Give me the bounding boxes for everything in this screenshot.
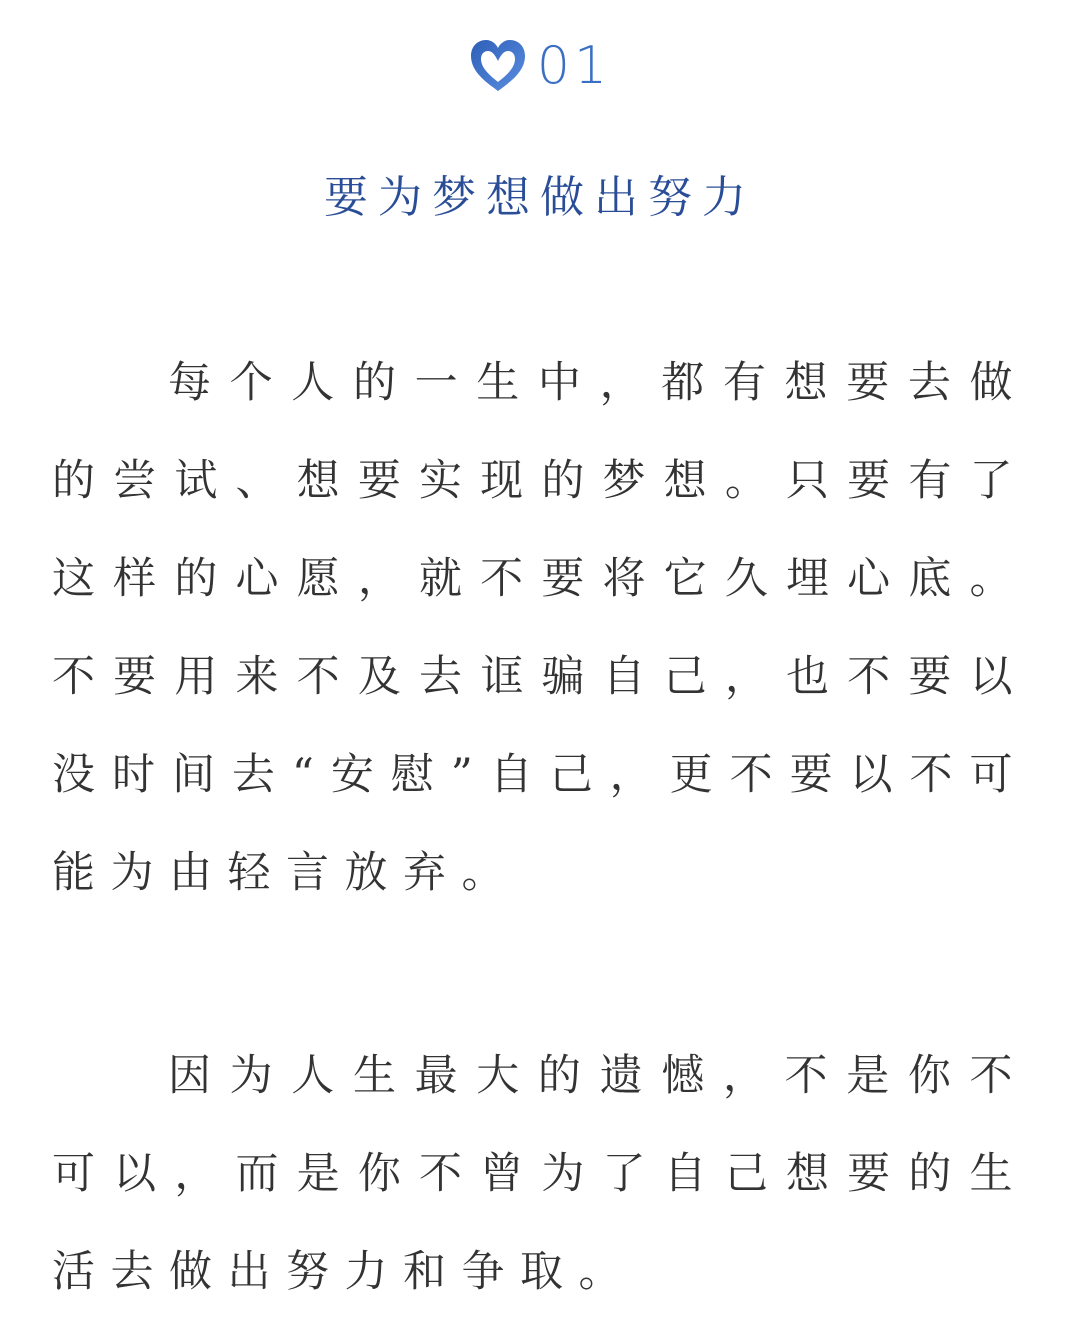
- body-paragraph-2: 因为人生最大的遗憾，不是你不可以，而是你不曾为了自己想要的生活去做出努力和争取。: [52, 1051, 1028, 1297]
- heart-icon: [469, 39, 527, 93]
- section-number: 01: [536, 36, 612, 96]
- section-marker: [0, 36, 1080, 96]
- section-title: 要为梦想做出努力: [324, 172, 756, 223]
- body-paragraph-1: 每个人的一生中，都有想要去做的尝试、想要实现的梦想。只要有了这样的心愿，就不要将它久埋心底。不要用来不及去诓骗自己，也不要以没时间去“安慰”自己，更不要以不可能为由轻言放弃。: [52, 358, 1028, 898]
